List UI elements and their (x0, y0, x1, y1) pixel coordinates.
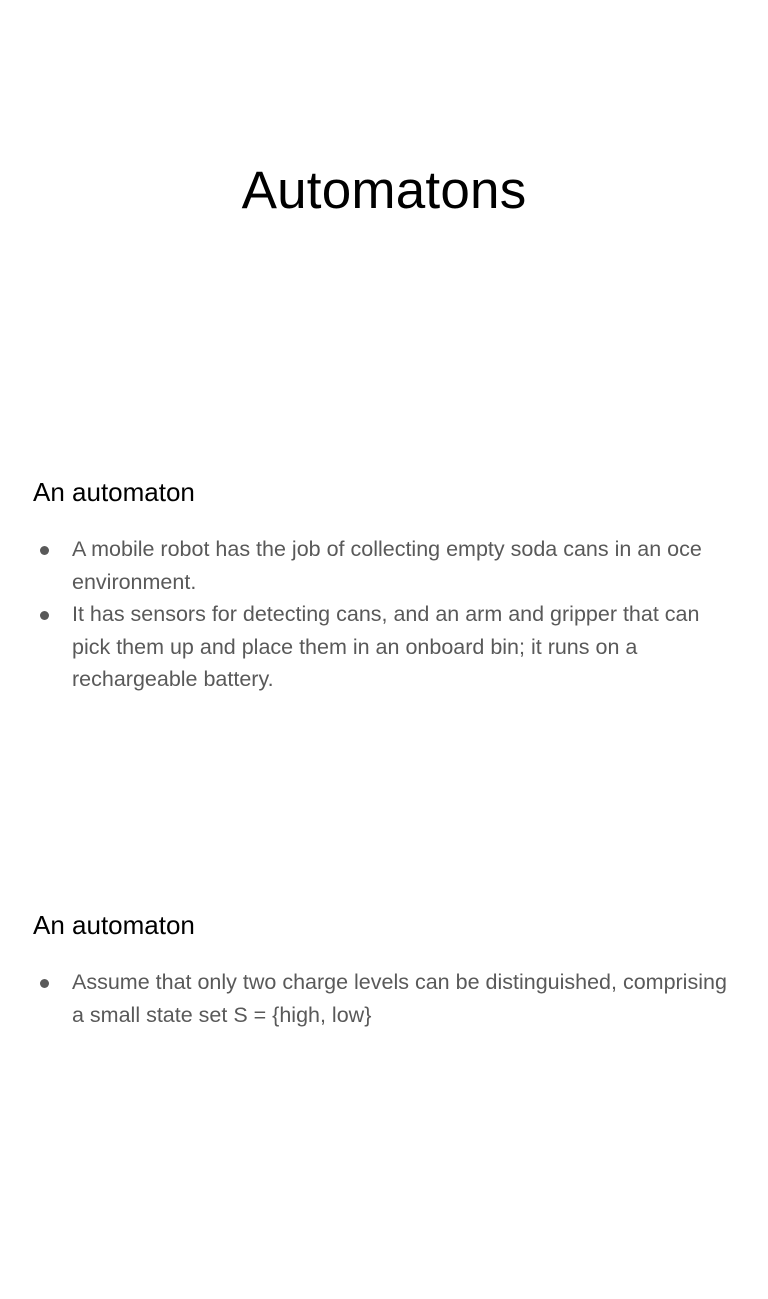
slide-an-automaton-1 (0, 433, 768, 866)
bullet-text: A mobile robot has the job of collecting empty soda cans in an oce environment. (72, 537, 702, 594)
bullet-text: It has sensors for detecting cans, and an arm and gripper that can pick them up and place them in an onboard bin; it runs on a rechargeable battery. (72, 602, 700, 691)
slide-heading: An automaton (33, 477, 195, 507)
slide-an-automaton-2 (0, 866, 768, 1299)
bullet-list (0, 533, 768, 696)
title-slide (0, 0, 768, 433)
deck-title: Automatons (241, 161, 527, 220)
bullet-dot-icon (40, 546, 49, 555)
bullet-list (0, 966, 768, 1031)
bullet-item (0, 966, 768, 1031)
slide-heading: An automaton (33, 910, 195, 940)
bullet-text: Assume that only two charge levels can be distinguished, comprising a small state set S = {high, low} (72, 970, 727, 1027)
bullet-dot-icon (40, 979, 49, 988)
bullet-item (0, 598, 768, 696)
bullet-item (0, 533, 768, 598)
bullet-dot-icon (40, 611, 49, 620)
